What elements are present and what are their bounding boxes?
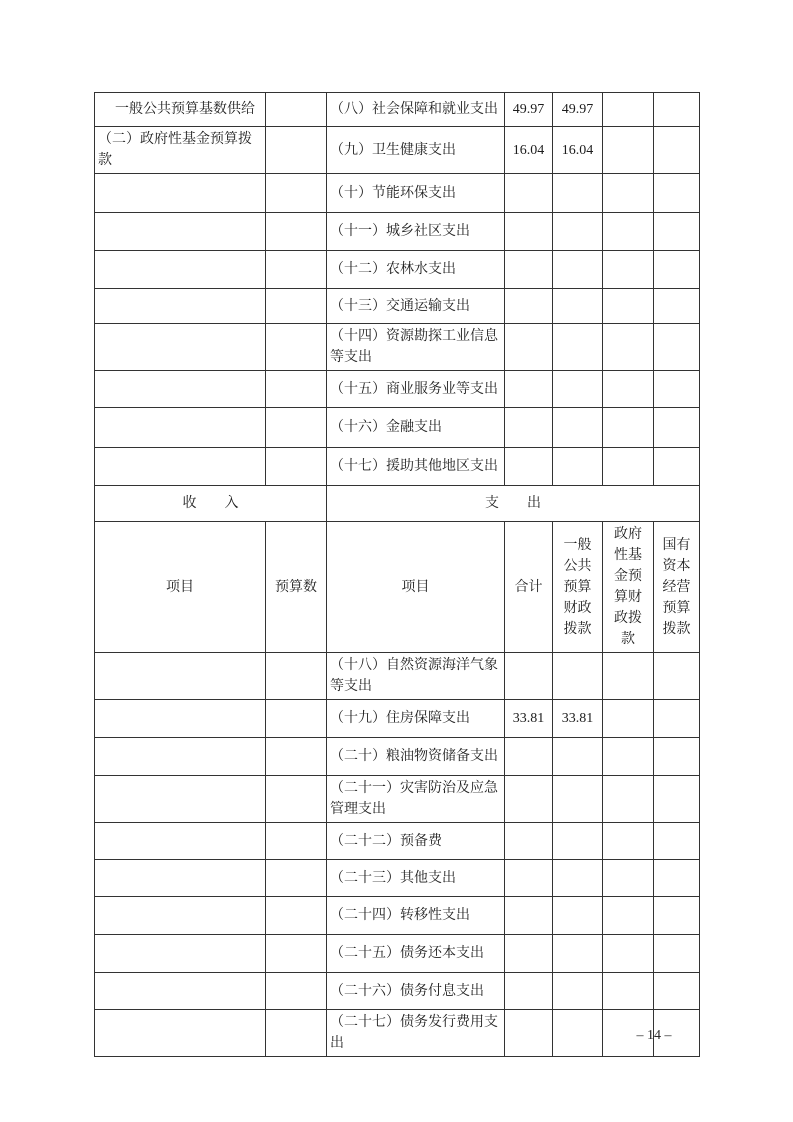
general-public-budget-cell: 16.04 (553, 127, 603, 174)
income-budget-cell (266, 174, 327, 213)
income-item-cell (95, 174, 266, 213)
expense-total-cell (505, 251, 553, 289)
state-capital-budget-cell (654, 127, 700, 174)
table-row (95, 973, 700, 1010)
expense-total-cell (505, 860, 553, 897)
income-item-cell (95, 897, 266, 935)
state-capital-budget-cell (654, 174, 700, 213)
income-item-cell (95, 973, 266, 1010)
table-row (95, 408, 700, 448)
income-budget-cell (266, 324, 327, 371)
state-capital-budget-cell (654, 973, 700, 1010)
table-row (95, 935, 700, 973)
expense-total-cell (505, 1010, 553, 1057)
gov-fund-budget-cell (603, 251, 654, 289)
state-capital-budget-cell (654, 448, 700, 486)
income-budget-cell (266, 973, 327, 1010)
page-number: – 14 – (636, 1028, 672, 1043)
table-row (95, 776, 700, 823)
expense-total-cell (505, 174, 553, 213)
table-row (95, 213, 700, 251)
income-item-cell (95, 324, 266, 371)
income-budget-cell (266, 935, 327, 973)
income-item-cell (95, 738, 266, 776)
income-item-cell (95, 251, 266, 289)
gov-fund-budget-cell (603, 408, 654, 448)
budget-revenue-expense-table (94, 92, 700, 1057)
general-public-budget-cell (553, 738, 603, 776)
gov-fund-budget-cell (603, 174, 654, 213)
expense-total-cell (505, 653, 553, 700)
income-item-cell (95, 1010, 266, 1057)
gov-fund-budget-cell (603, 324, 654, 371)
income-budget-cell (266, 289, 327, 324)
general-public-budget-cell (553, 973, 603, 1010)
state-capital-budget-cell (654, 213, 700, 251)
expense-total-cell (505, 408, 553, 448)
table-row (95, 1010, 700, 1057)
expense-total-cell (505, 213, 553, 251)
col-header-general-public-budget (553, 522, 603, 653)
expense-total-cell (505, 289, 553, 324)
state-capital-budget-cell (654, 324, 700, 371)
gov-fund-budget-cell (603, 289, 654, 324)
expense-item-cell: （十五）商业服务业等支出 (327, 371, 505, 408)
expense-total-cell: 49.97 (505, 93, 553, 127)
income-budget-cell (266, 653, 327, 700)
income-budget-cell (266, 897, 327, 935)
general-public-budget-cell (553, 408, 603, 448)
general-public-budget-cell (553, 174, 603, 213)
col-header-state-capital-budget (654, 522, 700, 653)
gov-fund-budget-cell (603, 127, 654, 174)
income-item-cell (95, 371, 266, 408)
income-budget-cell (266, 1010, 327, 1057)
income-item-cell (95, 823, 266, 860)
table-row (95, 371, 700, 408)
gov-fund-budget-cell (603, 935, 654, 973)
expense-item-cell: （八）社会保障和就业支出 (327, 93, 505, 127)
col-header-gov-fund-budget (603, 522, 654, 653)
state-capital-budget-cell (654, 93, 700, 127)
general-public-budget-cell (553, 289, 603, 324)
expense-total-cell (505, 897, 553, 935)
state-capital-budget-cell (654, 289, 700, 324)
expense-item-cell: （十七）援助其他地区支出 (327, 448, 505, 486)
general-public-budget-cell (553, 860, 603, 897)
general-public-budget-cell: 49.97 (553, 93, 603, 127)
gov-fund-budget-cell (603, 371, 654, 408)
expense-total-cell: 33.81 (505, 700, 553, 738)
income-budget-cell (266, 93, 327, 127)
table-row (95, 897, 700, 935)
income-item-cell (95, 408, 266, 448)
col-header-gov-fund-budget-label: 政府性基金预算财政拨款 (614, 527, 642, 647)
general-public-budget-cell (553, 776, 603, 823)
expense-item-cell: （十）节能环保支出 (327, 174, 505, 213)
income-budget-cell (266, 408, 327, 448)
section-header-row (95, 486, 700, 522)
income-item-cell (95, 700, 266, 738)
state-capital-budget-cell (654, 776, 700, 823)
income-item-cell: （二）政府性基金预算拨款 (95, 127, 266, 174)
income-item-cell (95, 289, 266, 324)
table-row (95, 823, 700, 860)
table-row (95, 289, 700, 324)
col-header-expense-item: 项目 (327, 522, 505, 653)
expense-total-cell (505, 738, 553, 776)
income-item-cell (95, 448, 266, 486)
expense-item-cell: （十四）资源勘探工业信息等支出 (327, 324, 505, 371)
gov-fund-budget-cell (603, 93, 654, 127)
table-row (95, 738, 700, 776)
column-header-row (95, 522, 700, 653)
general-public-budget-cell (553, 371, 603, 408)
state-capital-budget-cell (654, 823, 700, 860)
expense-total-cell (505, 823, 553, 860)
state-capital-budget-cell (654, 860, 700, 897)
income-budget-cell (266, 251, 327, 289)
gov-fund-budget-cell (603, 897, 654, 935)
col-header-state-capital-budget-label: 国有资本经营预算拨款 (662, 537, 691, 637)
gov-fund-budget-cell (603, 973, 654, 1010)
general-public-budget-cell (553, 251, 603, 289)
expense-item-cell: （二十二）预备费 (327, 823, 505, 860)
col-header-income-item: 项目 (95, 522, 266, 653)
expense-item-cell: （十一）城乡社区支出 (327, 213, 505, 251)
expense-item-cell: （二十七）债务发行费用支出 (327, 1010, 505, 1057)
income-budget-cell (266, 127, 327, 174)
table-row (95, 251, 700, 289)
state-capital-budget-cell (654, 738, 700, 776)
gov-fund-budget-cell (603, 700, 654, 738)
income-item-cell (95, 776, 266, 823)
gov-fund-budget-cell (603, 823, 654, 860)
gov-fund-budget-cell (603, 653, 654, 700)
expense-item-cell: （九）卫生健康支出 (327, 127, 505, 174)
expense-total-cell (505, 935, 553, 973)
general-public-budget-cell: 33.81 (553, 700, 603, 738)
expense-item-cell: （二十六）债务付息支出 (327, 973, 505, 1010)
income-section-header: 收 入 (95, 486, 327, 522)
general-public-budget-cell (553, 653, 603, 700)
income-budget-cell (266, 700, 327, 738)
table-row (95, 860, 700, 897)
table-row (95, 93, 700, 127)
col-header-expense-total: 合计 (505, 522, 553, 653)
income-item-cell (95, 213, 266, 251)
income-budget-cell (266, 448, 327, 486)
state-capital-budget-cell (654, 653, 700, 700)
income-budget-cell (266, 860, 327, 897)
income-item-cell (95, 653, 266, 700)
expense-total-cell (505, 973, 553, 1010)
general-public-budget-cell (553, 1010, 603, 1057)
general-public-budget-cell (553, 213, 603, 251)
expense-item-cell: （十八）自然资源海洋气象等支出 (327, 653, 505, 700)
state-capital-budget-cell (654, 700, 700, 738)
gov-fund-budget-cell (603, 860, 654, 897)
gov-fund-budget-cell (603, 738, 654, 776)
gov-fund-budget-cell (603, 213, 654, 251)
income-budget-cell (266, 213, 327, 251)
expense-item-cell: （十六）金融支出 (327, 408, 505, 448)
table-row (95, 174, 700, 213)
table-row (95, 448, 700, 486)
state-capital-budget-cell (654, 408, 700, 448)
income-item-cell (95, 935, 266, 973)
expense-total-cell: 16.04 (505, 127, 553, 174)
expense-item-cell: （十三）交通运输支出 (327, 289, 505, 324)
general-public-budget-cell (553, 935, 603, 973)
expense-total-cell (505, 371, 553, 408)
col-header-general-public-budget-label: 一般公共预算财政拨款 (563, 537, 592, 637)
expense-item-cell: （二十）粮油物资储备支出 (327, 738, 505, 776)
expense-total-cell (505, 776, 553, 823)
income-budget-cell (266, 823, 327, 860)
col-header-income-budget: 预算数 (266, 522, 327, 653)
general-public-budget-cell (553, 823, 603, 860)
state-capital-budget-cell (654, 371, 700, 408)
expense-total-cell (505, 448, 553, 486)
expense-item-cell: （二十四）转移性支出 (327, 897, 505, 935)
table-row (95, 700, 700, 738)
general-public-budget-cell (553, 897, 603, 935)
expense-item-cell: （十九）住房保障支出 (327, 700, 505, 738)
expense-total-cell (505, 324, 553, 371)
table-row (95, 127, 700, 174)
income-item-cell (95, 860, 266, 897)
gov-fund-budget-cell (603, 776, 654, 823)
income-budget-cell (266, 776, 327, 823)
state-capital-budget-cell (654, 897, 700, 935)
expense-item-cell: （二十三）其他支出 (327, 860, 505, 897)
income-budget-cell (266, 371, 327, 408)
expense-item-cell: （十二）农林水支出 (327, 251, 505, 289)
state-capital-budget-cell (654, 935, 700, 973)
state-capital-budget-cell (654, 251, 700, 289)
expense-item-cell: （二十一）灾害防治及应急管理支出 (327, 776, 505, 823)
general-public-budget-cell (553, 448, 603, 486)
general-public-budget-cell (553, 324, 603, 371)
income-item-cell: 一般公共预算基数供给 (95, 93, 266, 127)
expense-section-header: 支 出 (327, 486, 700, 522)
expense-item-cell: （二十五）债务还本支出 (327, 935, 505, 973)
income-budget-cell (266, 738, 327, 776)
table-row (95, 653, 700, 700)
gov-fund-budget-cell (603, 448, 654, 486)
table-row (95, 324, 700, 371)
